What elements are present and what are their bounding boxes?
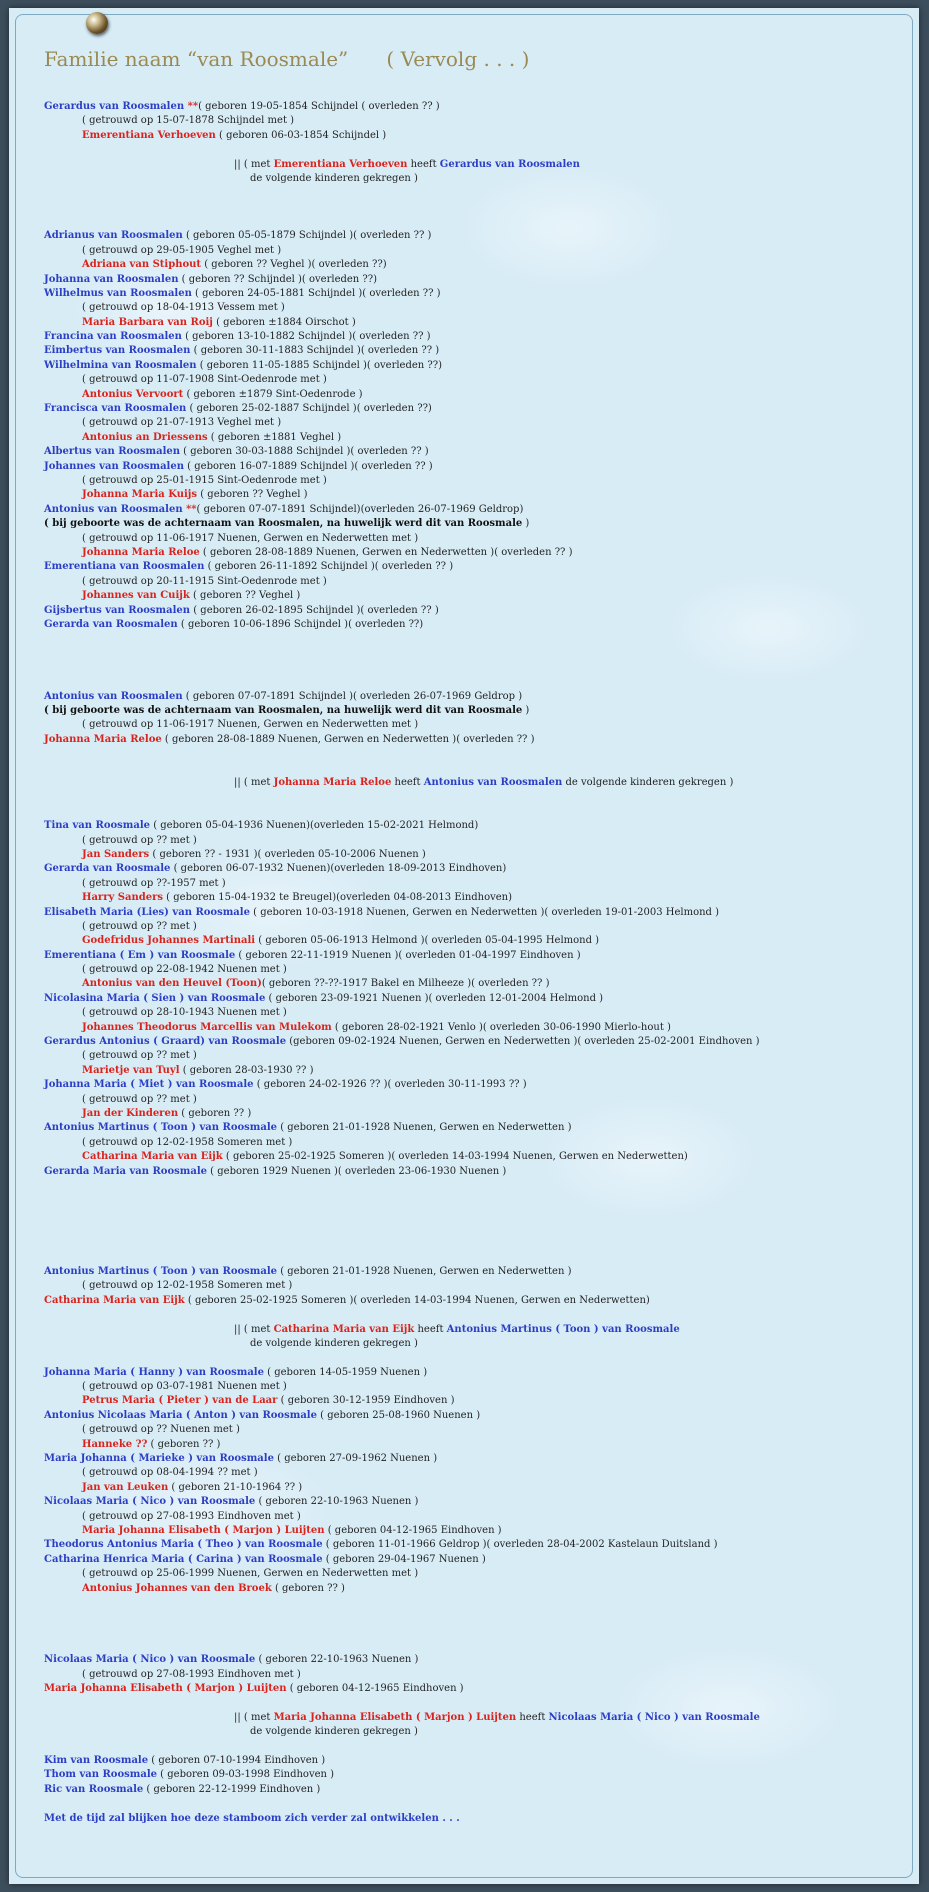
detail-text: ( geboren 15-04-1932 te Breugel)(overleden 04-08-2013 Eindhoven) bbox=[162, 892, 513, 904]
detail-text: ( geboren 04-12-1965 Eindhoven ) bbox=[324, 1524, 502, 1536]
genealogy-line bbox=[44, 258, 914, 272]
person-name: Ric van Roosmale bbox=[44, 1783, 144, 1795]
detail-text: ( geboren 25-02-1925 Someren )( overleden 14-03-1994 Nuenen, Gerwen en Nederwetten) bbox=[184, 1294, 650, 1306]
genealogy-line bbox=[44, 229, 914, 243]
detail-text: ( geboren ±1879 Sint-Oedenrode ) bbox=[183, 388, 363, 400]
detail-text: ( geboren 11-05-1885 Schijndel )( overleden ??) bbox=[196, 359, 443, 371]
spouse-name: Adriana van Stiphout bbox=[82, 259, 202, 271]
spacer bbox=[44, 1797, 914, 1811]
genealogy-line bbox=[44, 848, 914, 862]
person-name: Gerarda van Roosmalen bbox=[44, 618, 178, 630]
spacer bbox=[44, 747, 914, 761]
detail-text: || ( met bbox=[234, 158, 274, 170]
detail-text: ( getrouwd op 29-05-1905 Veghel met ) bbox=[82, 244, 282, 256]
spacer bbox=[44, 1697, 914, 1711]
detail-text: ( getrouwd op ?? met ) bbox=[82, 1093, 197, 1105]
detail-text: ( geboren 26-02-1895 Schijndel )( overleden ?? ) bbox=[190, 604, 439, 616]
detail-text: ( geboren 22-12-1999 Eindhoven ) bbox=[143, 1783, 321, 1795]
detail-text: ( geboren 22-10-1963 Nuenen ) bbox=[255, 1496, 419, 1508]
person-name: Gerardus van Roosmalen bbox=[439, 158, 580, 170]
spouse-name: Johanna Maria Kuijs bbox=[82, 489, 198, 501]
detail-text: ( geboren ?? - 1931 )( overleden 05-10-2006 Nuenen ) bbox=[149, 848, 426, 860]
spacer bbox=[44, 1179, 914, 1222]
genealogy-line bbox=[44, 100, 914, 114]
spouse-name: Antonius an Driessens bbox=[82, 431, 208, 443]
spouse-name: ** bbox=[186, 503, 197, 515]
genealogy-line bbox=[44, 992, 914, 1006]
person-name: Eimbertus van Roosmalen bbox=[44, 345, 191, 357]
detail-text: heeft bbox=[516, 1711, 549, 1723]
detail-text: ( getrouwd op 27-08-1993 Eindhoven met ) bbox=[82, 1510, 301, 1522]
detail-text: ( geboren 1929 Nuenen )( overleden 23-06-1930 Nuenen ) bbox=[207, 1165, 507, 1177]
genealogy-line bbox=[44, 1567, 914, 1581]
genealogy-line bbox=[44, 1323, 914, 1337]
detail-text: || ( met bbox=[234, 1711, 274, 1723]
genealogy-line bbox=[44, 546, 914, 560]
genealogy-line bbox=[44, 604, 914, 618]
genealogy-line bbox=[44, 1452, 914, 1466]
detail-text: ( geboren ??-??-1917 Bakel en Milheeze )( overleden ?? ) bbox=[261, 978, 550, 990]
person-name: Elisabeth Maria (Lies) van Roosmale bbox=[44, 906, 250, 918]
genealogy-line bbox=[44, 776, 914, 790]
genealogy-line bbox=[44, 906, 914, 920]
genealogy-line bbox=[44, 1754, 914, 1768]
detail-text: ( geboren ?? Veghel )( overleden ??) bbox=[201, 259, 387, 271]
detail-text: ( geboren ?? Schijndel )( overleden ??) bbox=[178, 273, 378, 285]
spouse-name: Emerentiana Verhoeven bbox=[273, 158, 408, 170]
spacer bbox=[44, 675, 914, 689]
genealogy-line bbox=[44, 618, 914, 632]
person-name: Gerardus van Roosmalen bbox=[44, 101, 188, 112]
genealogy-line bbox=[44, 1294, 914, 1308]
genealogy-line bbox=[44, 402, 914, 416]
detail-text: ( geboren 30-12-1959 Eindhoven ) bbox=[277, 1395, 455, 1407]
genealogy-line bbox=[44, 1812, 914, 1826]
genealogy-line bbox=[44, 330, 914, 344]
detail-text: ( getrouwd op 20-11-1915 Sint-Oedenrode met ) bbox=[82, 575, 327, 587]
genealogy-line bbox=[44, 1423, 914, 1437]
genealogy-line bbox=[44, 316, 914, 330]
detail-text: || ( met bbox=[234, 777, 274, 789]
detail-text: ( getrouwd op 27-08-1993 Eindhoven met ) bbox=[82, 1668, 301, 1680]
spouse-name: Johanna Maria Reloe bbox=[44, 733, 162, 745]
spouse-name: Catharina Maria van Eijk bbox=[273, 1323, 415, 1335]
detail-text: ( geboren 25-02-1925 Someren )( overleden 14-03-1994 Nuenen, Gerwen en Nederwetten) bbox=[222, 1151, 688, 1163]
detail-text: ( geboren ?? Veghel ) bbox=[197, 489, 308, 501]
detail-text: ( getrouwd op 22-08-1942 Nuenen met ) bbox=[82, 964, 287, 976]
detail-text: ( geboren 05-04-1936 Nuenen)(overleden 15-02-2021 Helmond) bbox=[150, 820, 479, 832]
detail-text: ( geboren 05-05-1879 Schijndel )( overleden ?? ) bbox=[182, 230, 432, 242]
genealogy-line bbox=[44, 1064, 914, 1078]
note-text: ( bij geboorte was de achternaam van Roosmalen, na huwelijk werd dit van Roosmale bbox=[44, 705, 523, 717]
genealogy-line bbox=[44, 1653, 914, 1667]
person-name: Emerentiana van Roosmalen bbox=[44, 561, 205, 573]
person-name: Antonius Martinus ( Toon ) van Roosmale bbox=[44, 1122, 278, 1134]
genealogy-line bbox=[44, 1049, 914, 1063]
detail-text: ( geboren 23-09-1921 Nuenen )( overleden 12-01-2004 Helmond ) bbox=[265, 992, 604, 1004]
genealogy-line bbox=[44, 1466, 914, 1480]
detail-text: ( geboren 26-11-1892 Schijndel )( overleden ?? ) bbox=[204, 561, 454, 573]
person-name: Met de tijd zal blijken hoe deze stamboom zich verder zal ontwikkelen . . . bbox=[44, 1812, 460, 1824]
detail-text: ( geboren 30-03-1888 Schijndel )( overleden ?? ) bbox=[180, 446, 429, 458]
person-name: Johanna Maria ( Hanny ) van Roosmale bbox=[44, 1366, 264, 1378]
genealogy-line bbox=[44, 934, 914, 948]
spouse-name: Hanneke ?? bbox=[82, 1438, 148, 1450]
detail-text: ) bbox=[522, 518, 530, 530]
detail-text: ( geboren 19-05-1854 Schijndel ( overleden ?? ) bbox=[198, 101, 440, 112]
detail-text: ( geboren ?? ) bbox=[178, 1108, 252, 1119]
genealogy-line bbox=[44, 1553, 914, 1567]
detail-text: ( geboren 04-12-1965 Eindhoven ) bbox=[286, 1683, 464, 1695]
person-name: Francisca van Roosmalen bbox=[44, 403, 187, 415]
genealogy-line bbox=[44, 1121, 914, 1135]
genealogy-line bbox=[44, 532, 914, 546]
detail-text: ( geboren 11-01-1966 Geldrop )( overleden 28-04-2002 Kastelaun Duitsland ) bbox=[322, 1539, 718, 1551]
spouse-name: Jan der Kinderen bbox=[82, 1108, 179, 1119]
person-name: Johannes van Roosmalen bbox=[44, 460, 184, 472]
detail-text: ( geboren 13-10-1882 Schijndel )( overleden ?? ) bbox=[181, 331, 431, 343]
genealogy-line bbox=[44, 503, 914, 517]
detail-text: de volgende kinderen gekregen ) bbox=[250, 1726, 418, 1738]
detail-text: ( getrouwd op 12-02-1958 Someren met ) bbox=[82, 1280, 293, 1292]
detail-text: ( geboren 06-07-1932 Nuenen)(overleden 18-09-2013 Eindhoven) bbox=[170, 863, 507, 875]
spouse-name: Emerentiana Verhoeven bbox=[82, 129, 216, 141]
person-name: Francina van Roosmalen bbox=[44, 331, 182, 343]
spacer bbox=[44, 1639, 914, 1653]
detail-text: ( geboren 27-09-1962 Nuenen ) bbox=[273, 1453, 438, 1465]
detail-text: de volgende kinderen gekregen ) bbox=[250, 172, 418, 184]
genealogy-line bbox=[44, 1380, 914, 1394]
detail-text: heeft bbox=[407, 158, 440, 170]
genealogy-lines bbox=[44, 100, 914, 1826]
spacer bbox=[44, 762, 914, 776]
spacer bbox=[44, 632, 914, 675]
detail-text: ( geboren 30-11-1883 Schijndel )( overleden ?? ) bbox=[190, 345, 440, 357]
detail-text: ( geboren ±1884 Oirschot ) bbox=[212, 316, 356, 328]
genealogy-line bbox=[44, 575, 914, 589]
genealogy-line bbox=[44, 1136, 914, 1150]
genealogy-line bbox=[44, 517, 914, 531]
detail-text: ( geboren 21-10-1964 ?? ) bbox=[168, 1481, 303, 1493]
spacer bbox=[44, 1308, 914, 1322]
spouse-name: ** bbox=[187, 101, 199, 112]
detail-text: ( getrouwd op ??-1957 met ) bbox=[82, 877, 226, 889]
spouse-name: Catharina Maria van Eijk bbox=[44, 1294, 185, 1306]
detail-text: ( geboren 28-08-1889 Nuenen, Gerwen en Nederwetten )( overleden ?? ) bbox=[161, 733, 535, 745]
genealogy-line bbox=[44, 1006, 914, 1020]
person-name: Kim van Roosmale bbox=[44, 1755, 149, 1767]
genealogy-line bbox=[44, 1366, 914, 1380]
spacer bbox=[44, 1222, 914, 1265]
detail-text: ( geboren 06-03-1854 Schijndel ) bbox=[215, 129, 387, 141]
page-panel bbox=[9, 8, 919, 1884]
person-name: Gerardus Antonius ( Graard) van Roosmale bbox=[44, 1036, 287, 1048]
spacer bbox=[44, 1740, 914, 1754]
spouse-name: Maria Johanna Elisabeth ( Marjon ) Luijten bbox=[44, 1683, 287, 1695]
spouse-name: Johanna Maria Reloe bbox=[273, 777, 392, 789]
genealogy-line bbox=[44, 963, 914, 977]
genealogy-line bbox=[44, 1409, 914, 1423]
genealogy-line bbox=[44, 1107, 914, 1121]
spouse-name: Johannes van Cuijk bbox=[82, 590, 190, 602]
genealogy-line bbox=[44, 1438, 914, 1452]
spouse-name: Jan van Leuken bbox=[82, 1481, 169, 1493]
genealogy-line bbox=[44, 488, 914, 502]
person-name: Tina van Roosmale bbox=[44, 820, 151, 832]
spouse-name: Catharina Maria van Eijk bbox=[82, 1151, 223, 1163]
detail-text: heeft bbox=[391, 777, 424, 789]
genealogy-line bbox=[44, 834, 914, 848]
detail-text: ( geboren 24-05-1881 Schijndel )( overleden ?? ) bbox=[191, 287, 441, 299]
detail-text: ( geboren ?? ) bbox=[271, 1582, 345, 1594]
detail-text: ( getrouwd op 15-07-1878 Schijndel met ) bbox=[82, 115, 295, 127]
spouse-name: Maria Barbara van Roij bbox=[82, 316, 213, 328]
detail-text: ( geboren 16-07-1889 Schijndel )( overleden ?? ) bbox=[183, 460, 433, 472]
spacer bbox=[44, 143, 914, 157]
genealogy-line bbox=[44, 158, 914, 172]
genealogy-line bbox=[44, 344, 914, 358]
spacer bbox=[44, 805, 914, 819]
genealogy-line bbox=[44, 273, 914, 287]
pushpin-icon bbox=[86, 12, 108, 34]
person-name: Antonius Nicolaas Maria ( Anton ) van Roosmale bbox=[44, 1409, 317, 1421]
person-name: Emerentiana ( Em ) van Roosmale bbox=[44, 949, 236, 961]
detail-text: (geboren 09-02-1924 Nuenen, Gerwen en Nederwetten )( overleden 25-02-2001 Eindhoven ) bbox=[286, 1036, 760, 1048]
person-name: Antonius van Roosmalen bbox=[423, 777, 563, 789]
spouse-name: Harry Sanders bbox=[82, 892, 163, 904]
spacer bbox=[44, 1351, 914, 1365]
genealogy-line bbox=[44, 460, 914, 474]
person-name: Adrianus van Roosmalen bbox=[44, 230, 183, 242]
detail-text: ( geboren 24-02-1926 ?? )( overleden 30-11-1993 ?? ) bbox=[253, 1079, 527, 1091]
genealogy-line bbox=[44, 431, 914, 445]
person-name: Albertus van Roosmalen bbox=[44, 446, 180, 458]
detail-text: ( geboren ?? Veghel ) bbox=[189, 590, 301, 602]
person-name: Gijsbertus van Roosmalen bbox=[44, 604, 191, 616]
genealogy-line bbox=[44, 1481, 914, 1495]
detail-text: ( geboren ±1881 Veghel ) bbox=[207, 431, 342, 443]
genealogy-line bbox=[44, 862, 914, 876]
spacer bbox=[44, 1596, 914, 1639]
genealogy-line bbox=[44, 1510, 914, 1524]
genealogy-line bbox=[44, 1165, 914, 1179]
detail-text: ( getrouwd op 25-06-1999 Nuenen, Gerwen en Nederwetten met ) bbox=[82, 1568, 419, 1580]
person-name: Nicolaas Maria ( Nico ) van Roosmale bbox=[44, 1654, 256, 1666]
detail-text: || ( met bbox=[234, 1323, 274, 1335]
detail-text: heeft bbox=[414, 1323, 447, 1335]
genealogy-line bbox=[44, 287, 914, 301]
genealogy-line bbox=[44, 690, 914, 704]
genealogy-line bbox=[44, 301, 914, 315]
genealogy-line bbox=[44, 1783, 914, 1797]
spouse-name: Antonius van den Heuvel (Toon) bbox=[82, 978, 262, 990]
person-name: Wilhelmus van Roosmalen bbox=[44, 287, 192, 299]
person-name: Gerarda van Roosmale bbox=[44, 863, 171, 875]
detail-text: ( getrouwd op 18-04-1913 Vessem met ) bbox=[82, 302, 285, 314]
genealogy-line bbox=[44, 388, 914, 402]
genealogy-line bbox=[44, 1682, 914, 1696]
detail-text: ( getrouwd op 28-10-1943 Nuenen met ) bbox=[82, 1007, 287, 1019]
detail-text: ( geboren 22-11-1919 Nuenen )( overleden 01-04-1997 Eindhoven ) bbox=[235, 949, 581, 961]
genealogy-line bbox=[44, 949, 914, 963]
detail-text: ( geboren 29-04-1967 Nuenen ) bbox=[322, 1553, 486, 1565]
detail-text: ( geboren 21-01-1928 Nuenen, Gerwen en Nederwetten ) bbox=[277, 1265, 572, 1277]
detail-text: ( getrouwd op 11-06-1917 Nuenen, Gerwen en Nederwetten met ) bbox=[82, 532, 419, 544]
spouse-name: Johannes Theodorus Marcellis van Mulekom bbox=[82, 1021, 332, 1033]
genealogy-line bbox=[44, 129, 914, 143]
genealogy-line bbox=[44, 1538, 914, 1552]
detail-text: ( geboren 28-03-1930 ?? ) bbox=[179, 1064, 314, 1076]
genealogy-line bbox=[44, 1768, 914, 1782]
genealogy-line bbox=[44, 1093, 914, 1107]
spouse-name: Johanna Maria Reloe bbox=[82, 546, 200, 558]
genealogy-line bbox=[44, 1582, 914, 1596]
detail-text: ( geboren 28-02-1921 Venlo )( overleden 30-06-1990 Mierlo-hout ) bbox=[331, 1021, 671, 1033]
genealogy-line bbox=[44, 704, 914, 718]
detail-text: ( geboren 07-10-1994 Eindhoven ) bbox=[148, 1755, 326, 1767]
detail-text: ( geboren 25-08-1960 Nuenen ) bbox=[316, 1409, 481, 1421]
genealogy-line bbox=[44, 244, 914, 258]
detail-text: ( geboren 07-07-1891 Schijndel )( overleden 26-07-1969 Geldrop ) bbox=[182, 690, 523, 702]
person-name: Nicolaas Maria ( Nico ) van Roosmale bbox=[548, 1711, 760, 1723]
detail-text: ( getrouwd op ?? met ) bbox=[82, 920, 197, 932]
genealogy-content bbox=[44, 46, 914, 1826]
person-name: Johanna Maria ( Miet ) van Roosmale bbox=[44, 1079, 254, 1091]
genealogy-line bbox=[44, 359, 914, 373]
genealogy-line bbox=[44, 1725, 914, 1739]
detail-text: ( getrouwd op ?? Nuenen met ) bbox=[82, 1424, 240, 1436]
detail-text: ( geboren ?? ) bbox=[147, 1438, 221, 1450]
person-name: Antonius Martinus ( Toon ) van Roosmale bbox=[446, 1323, 680, 1335]
genealogy-line bbox=[44, 1668, 914, 1682]
genealogy-line bbox=[44, 416, 914, 430]
spouse-name: Marietje van Tuyl bbox=[82, 1064, 180, 1076]
detail-text: ( getrouwd op 03-07-1981 Nuenen met ) bbox=[82, 1381, 287, 1393]
detail-text: de volgende kinderen gekregen ) bbox=[562, 777, 734, 789]
detail-text: ( geboren 05-06-1913 Helmond )( overleden 05-04-1995 Helmond ) bbox=[255, 935, 600, 947]
genealogy-line bbox=[44, 172, 914, 186]
person-name: Nicolasina Maria ( Sien ) van Roosmale bbox=[44, 992, 266, 1004]
person-name: Antonius van Roosmalen bbox=[44, 503, 187, 515]
genealogy-line bbox=[44, 445, 914, 459]
detail-text: ( getrouwd op 08-04-1994 ?? met ) bbox=[82, 1467, 258, 1479]
genealogy-line bbox=[44, 977, 914, 991]
person-name: Johanna van Roosmalen bbox=[44, 273, 179, 285]
spouse-name: Jan Sanders bbox=[82, 848, 150, 860]
genealogy-line bbox=[44, 733, 914, 747]
detail-text: ( getrouwd op ?? met ) bbox=[82, 1050, 197, 1062]
spouse-name: Antonius Vervoort bbox=[82, 388, 184, 400]
genealogy-line bbox=[44, 114, 914, 128]
genealogy-line bbox=[44, 1035, 914, 1049]
spacer bbox=[44, 186, 914, 229]
person-name: Antonius van Roosmalen bbox=[44, 690, 183, 702]
genealogy-line bbox=[44, 877, 914, 891]
detail-text: ( geboren 22-10-1963 Nuenen ) bbox=[255, 1654, 419, 1666]
genealogy-line bbox=[44, 891, 914, 905]
detail-text: ( geboren 28-08-1889 Nuenen, Gerwen en Nederwetten )( overleden ?? ) bbox=[199, 546, 573, 558]
detail-text: ( geboren 21-01-1928 Nuenen, Gerwen en Nederwetten ) bbox=[277, 1122, 572, 1134]
genealogy-line bbox=[44, 1337, 914, 1351]
person-name: Maria Johanna ( Marieke ) van Roosmale bbox=[44, 1453, 274, 1465]
genealogy-line bbox=[44, 1279, 914, 1293]
detail-text: ( getrouwd op ?? met ) bbox=[82, 834, 197, 846]
detail-text: ( geboren 07-07-1891 Schijndel)(overleden 26-07-1969 Geldrop) bbox=[196, 503, 524, 515]
person-name: Catharina Henrica Maria ( Carina ) van Roosmale bbox=[44, 1553, 323, 1565]
detail-text: ( getrouwd op 11-06-1917 Nuenen, Gerwen en Nederwetten met ) bbox=[82, 719, 419, 731]
detail-text: ( geboren 09-03-1998 Eindhoven ) bbox=[157, 1769, 335, 1781]
detail-text: ( getrouwd op 12-02-1958 Someren met ) bbox=[82, 1136, 293, 1148]
person-name: Theodorus Antonius Maria ( Theo ) van Roosmale bbox=[44, 1539, 323, 1551]
person-name: Thom van Roosmale bbox=[44, 1769, 157, 1781]
spacer bbox=[44, 790, 914, 804]
person-name: Wilhelmina van Roosmalen bbox=[44, 359, 197, 371]
spouse-name: Maria Johanna Elisabeth ( Marjon ) Luijten bbox=[273, 1711, 517, 1723]
person-name: Gerarda Maria van Roosmale bbox=[44, 1165, 207, 1177]
person-name: Nicolaas Maria ( Nico ) van Roosmale bbox=[44, 1496, 256, 1508]
detail-text: ( getrouwd op 25-01-1915 Sint-Oedenrode met ) bbox=[82, 474, 327, 486]
genealogy-line bbox=[44, 560, 914, 574]
genealogy-line bbox=[44, 920, 914, 934]
genealogy-line bbox=[44, 1711, 914, 1725]
page-title: Familie naam “van Roosmale” ( Vervolg . . . ) bbox=[44, 47, 530, 71]
genealogy-line bbox=[44, 1495, 914, 1509]
detail-text: ( getrouwd op 21-07-1913 Veghel met ) bbox=[82, 417, 282, 429]
genealogy-line bbox=[44, 1150, 914, 1164]
genealogy-line bbox=[44, 718, 914, 732]
detail-text: ) bbox=[522, 705, 530, 717]
genealogy-line bbox=[44, 819, 914, 833]
spouse-name: Godefridus Johannes Martinali bbox=[82, 935, 256, 947]
genealogy-line bbox=[44, 1265, 914, 1279]
detail-text: de volgende kinderen gekregen ) bbox=[250, 1337, 418, 1349]
detail-text: ( geboren 10-06-1896 Schijndel )( overleden ??) bbox=[177, 618, 424, 630]
detail-text: ( geboren 25-02-1887 Schijndel )( overleden ??) bbox=[186, 403, 432, 415]
note-text: ( bij geboorte was de achternaam van Roosmalen, na huwelijk werd dit van Roosmale bbox=[44, 518, 523, 530]
detail-text: ( getrouwd op 11-07-1908 Sint-Oedenrode met ) bbox=[82, 374, 327, 386]
genealogy-line bbox=[44, 589, 914, 603]
spouse-name: Maria Johanna Elisabeth ( Marjon ) Luijten bbox=[82, 1524, 325, 1536]
spouse-name: Antonius Johannes van den Broek bbox=[82, 1582, 272, 1594]
genealogy-line bbox=[44, 1394, 914, 1408]
genealogy-line bbox=[44, 474, 914, 488]
detail-text: ( geboren 10-03-1918 Nuenen, Gerwen en Nederwetten )( overleden 19-01-2003 Helmond ) bbox=[249, 906, 720, 918]
genealogy-line bbox=[44, 1021, 914, 1035]
spouse-name: Petrus Maria ( Pieter ) van de Laar bbox=[82, 1395, 278, 1407]
genealogy-line bbox=[44, 1078, 914, 1092]
genealogy-line bbox=[44, 1524, 914, 1538]
person-name: Antonius Martinus ( Toon ) van Roosmale bbox=[44, 1265, 278, 1277]
detail-text: ( geboren 14-05-1959 Nuenen ) bbox=[263, 1366, 428, 1378]
genealogy-line bbox=[44, 373, 914, 387]
